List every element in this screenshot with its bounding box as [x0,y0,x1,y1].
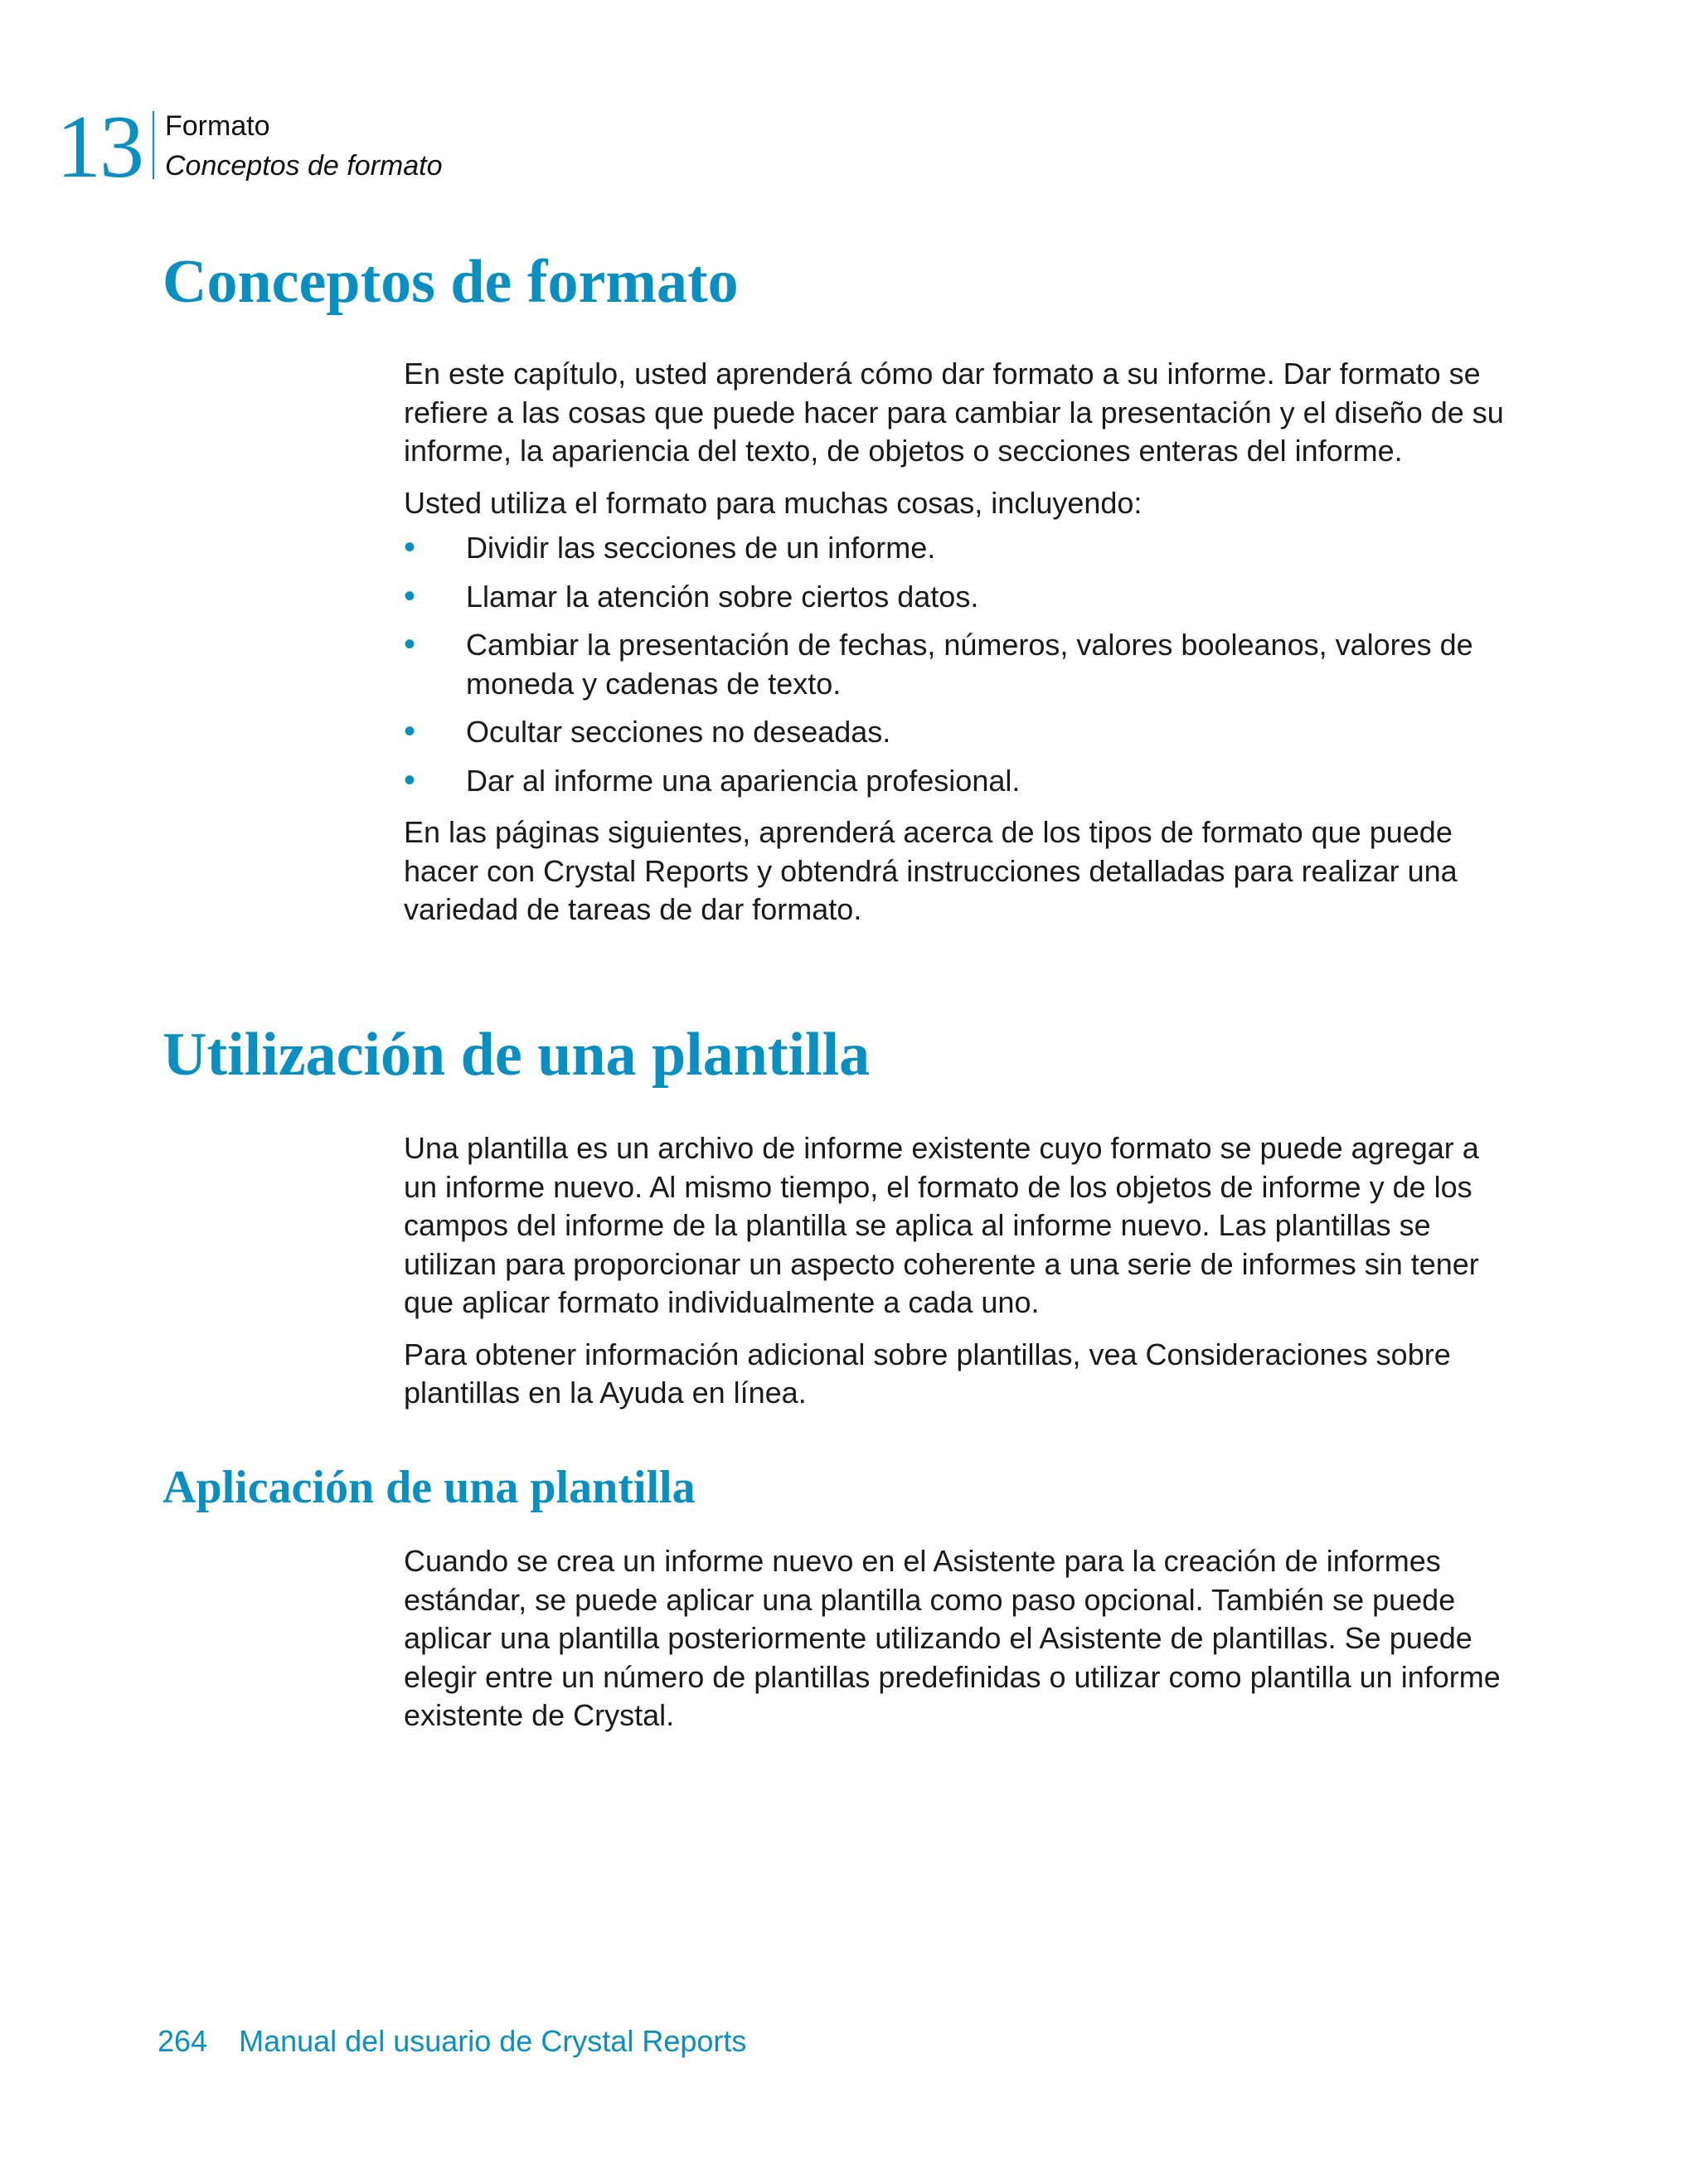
chapter-number: 13 [56,98,143,197]
closing-paragraph: En las páginas siguientes, aprenderá acerca de los tipos de formato que puede hacer con Crystal Reports y obtendrá instrucciones detalladas para realizar una variedad de tareas de dar formato. [404,815,1458,926]
header-divider [153,111,154,179]
bullet-icon: • [404,529,416,565]
list-item: • Llamar la atención sobre ciertos datos. [404,577,979,614]
page-footer [158,2023,746,2060]
template-description-paragraph: Una plantilla es un archivo de informe existente cuyo formato se puede agregar a un informe nuevo. Al mismo tiempo, el formato de los objetos de informe y de los campos del informe de la plantilla se aplica al informe nuevo. Las plantillas se utilizan para proporcionar un aspecto coherente a una serie de informes sin tener que aplicar formato individualmente a cada uno. [404,1131,1479,1319]
bullet-icon: • [404,626,416,662]
header-chapter-title: Formato [165,110,270,142]
page-number: 264 [158,2024,208,2058]
section-utilizacion-body [404,1129,1506,1426]
header-section-title: Conceptos de formato [165,150,443,182]
bullet-icon: • [404,713,416,750]
list-item: • Dividir las secciones de un informe. [404,529,936,565]
bullet-icon: • [404,577,416,614]
heading-utilizacion-de-una-plantilla: Utilización de una plantilla [163,1021,871,1089]
bullet-icon: • [404,761,416,798]
heading-conceptos-de-formato: Conceptos de formato [163,248,739,316]
uses-list [404,529,1506,800]
list-item: • Cambiar la presentación de fechas, números, valores booleanos, valores de moneda y cadenas de texto. [404,626,1473,701]
apply-template-paragraph: Cuando se crea un informe nuevo en el Asistente para la creación de informes estándar, se puede aplicar una plantilla como paso opcional. También se puede aplicar una plantilla posteriormente utilizando el Asistente de plantillas. Se puede elegir entre un número de plantillas predefinidas o utilizar como plantilla un informe existente de Crystal. [404,1544,1501,1732]
template-more-info-paragraph: Para obtener información adicional sobre plantillas, vea Consideraciones sobre plantillas en la Ayuda en línea. [404,1337,1451,1410]
section-aplicacion-body [404,1542,1506,1749]
section-conceptos-body [404,355,1506,943]
list-lead-paragraph: Usted utiliza el formato para muchas cosas, incluyendo: [404,485,1143,520]
intro-paragraph: En este capítulo, usted aprenderá cómo dar formato a su informe. Dar formato se refiere a las cosas que puede hacer para cambiar la presentación y el diseño de su informe, la apariencia del texto, de objetos o secciones enteras del informe. [404,357,1504,468]
list-item: • Dar al informe una apariencia profesional. [404,761,1021,798]
book-title: Manual del usuario de Crystal Reports [239,2024,747,2058]
list-item: • Ocultar secciones no deseadas. [404,713,891,750]
heading-aplicacion-de-una-plantilla: Aplicación de una plantilla [163,1462,696,1513]
